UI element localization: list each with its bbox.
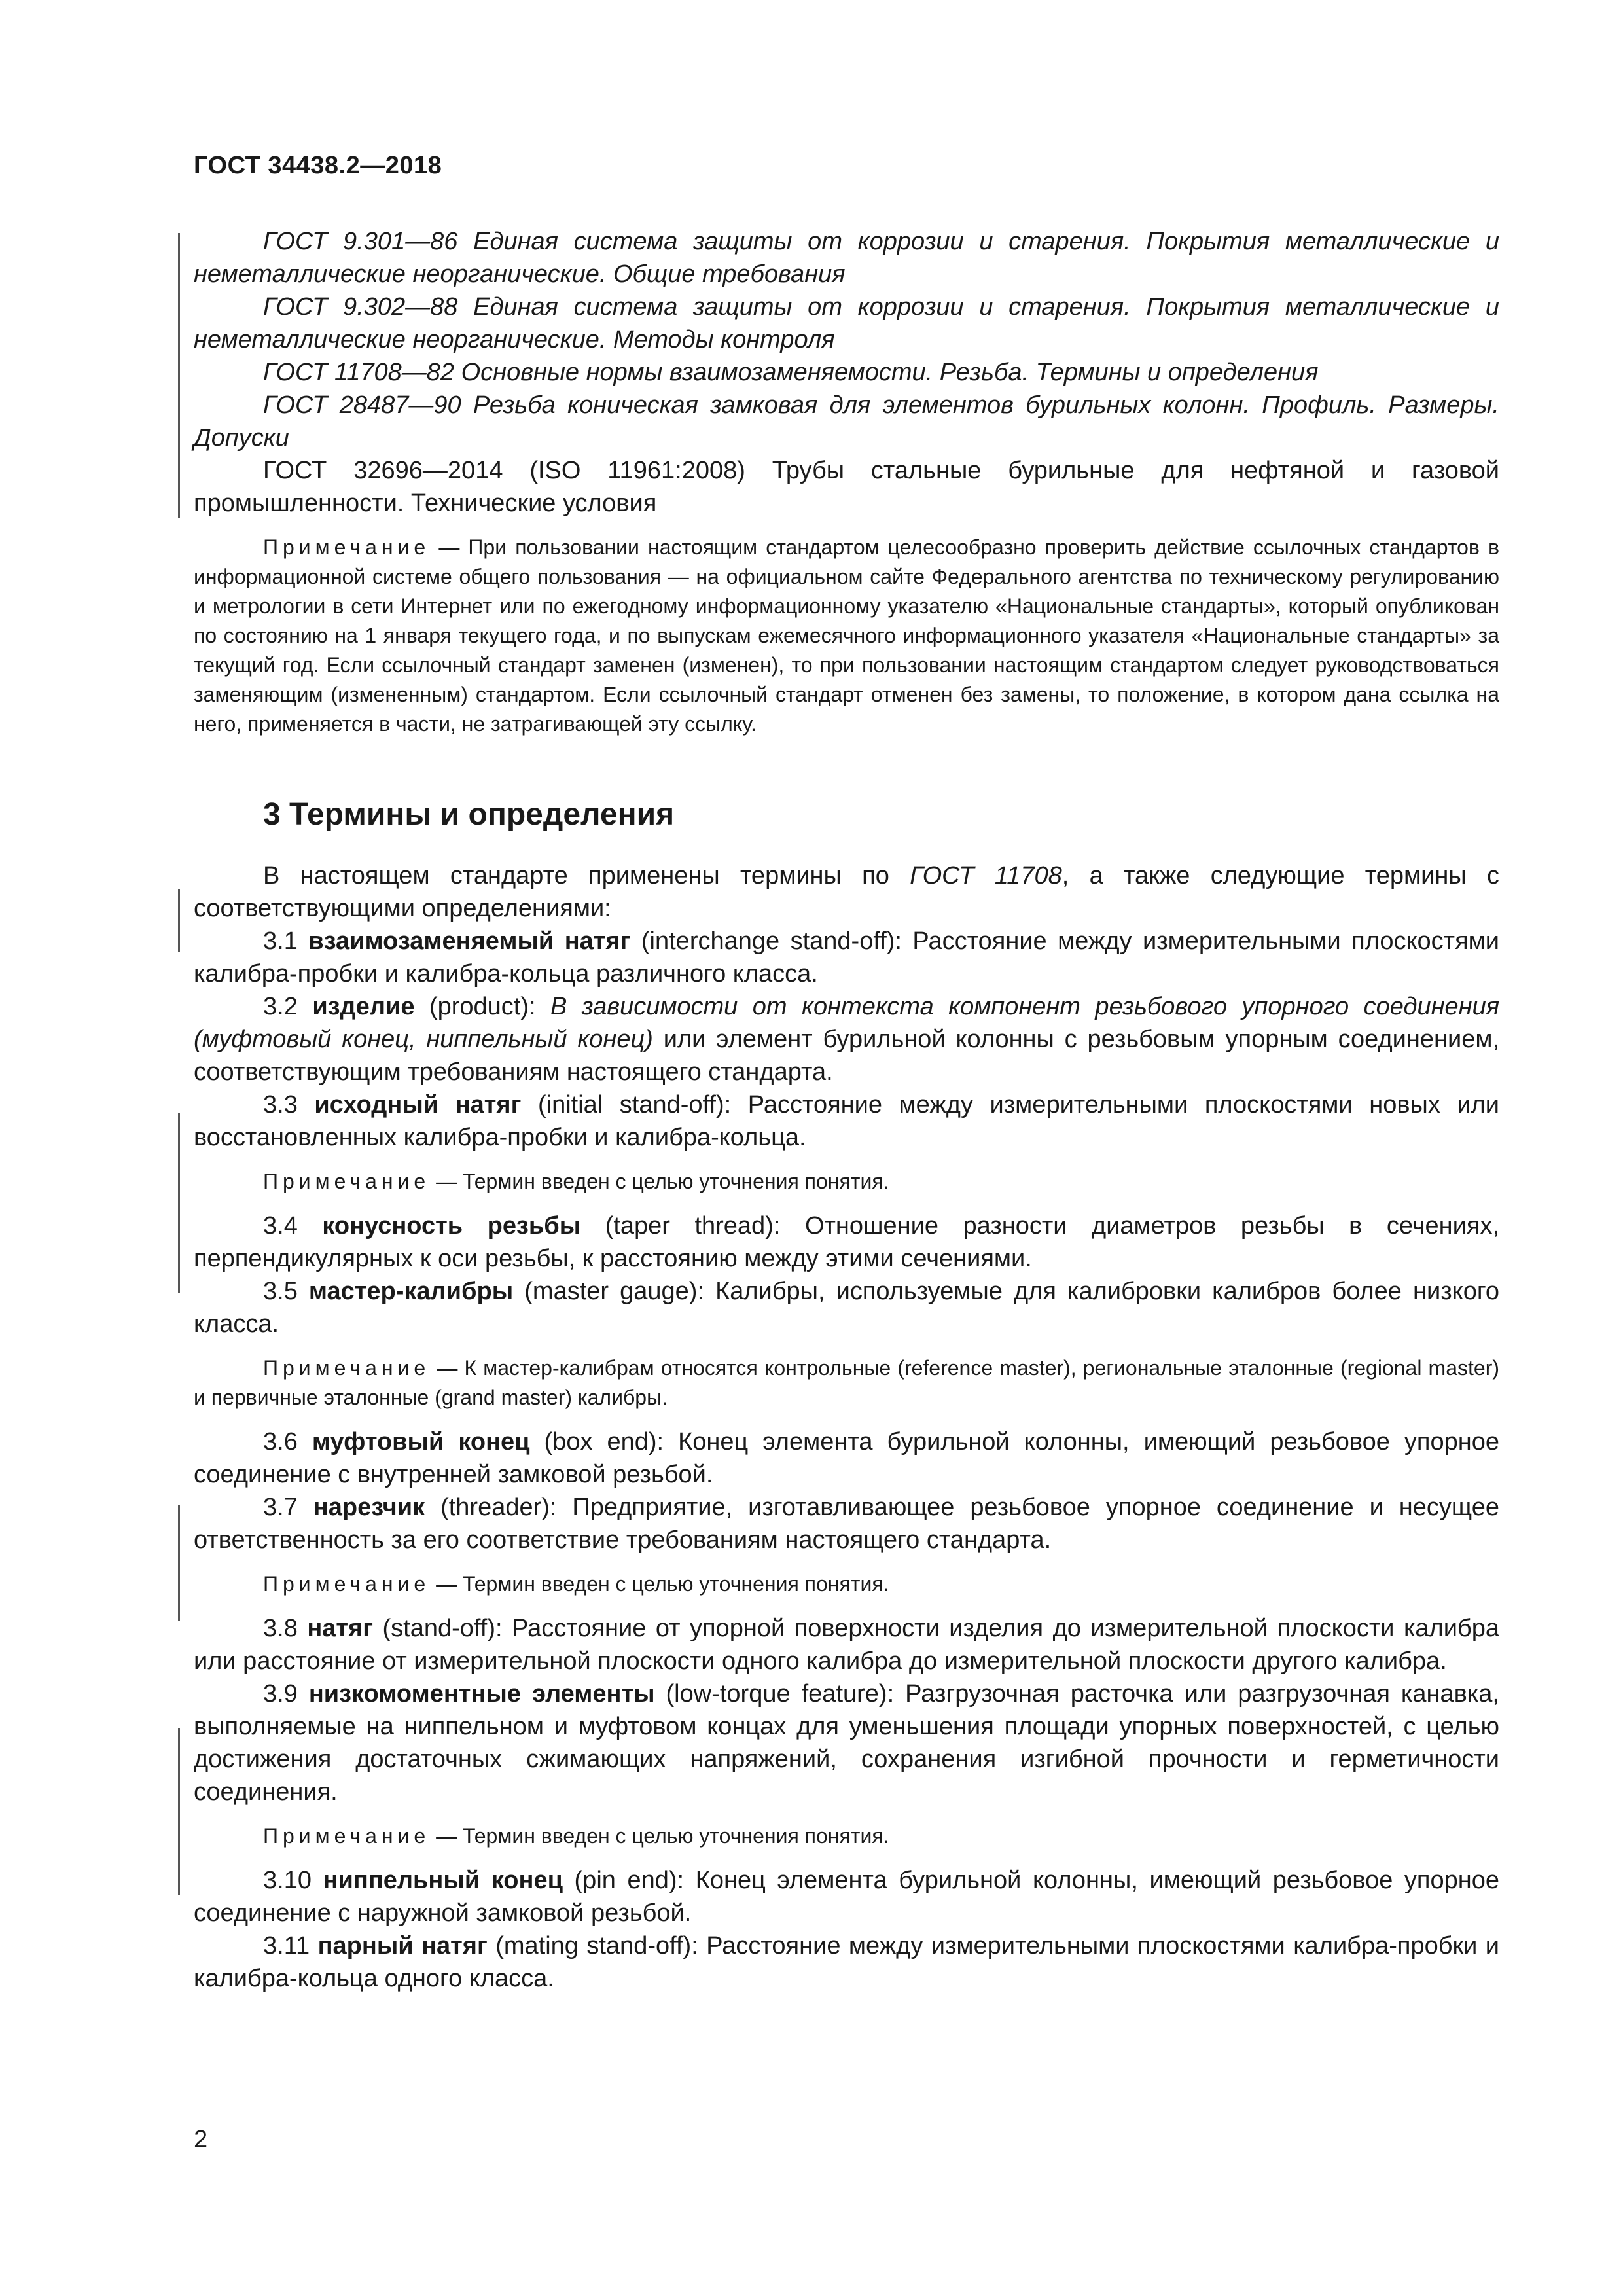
section-heading: 3 Термины и определения	[263, 797, 675, 832]
term-note: Примечание — К мастер-калибрам относятся контрольные (reference master), региональные эталонные (regional master) и первичные эталонные (grand master) калибры.	[194, 1356, 1500, 1409]
term-entry: 3.3 исходный натяг (initial stand-off): Расстояние между измерительными плоскостями новых или восстановленных калибра-пробки и калибра-кольца.	[194, 1091, 1500, 1151]
term-entry: 3.1 взаимозаменяемый натяг (interchange stand-off): Расстояние между измерительными плоскостями калибра-пробки и калибра-кольца различного класса.	[194, 927, 1499, 988]
change-bar	[178, 1728, 180, 1895]
reference-item: ГОСТ 9.302—88 Единая система защиты от коррозии и старения. Покрытия металлические и неметаллические неорганические. Методы контроля	[194, 293, 1499, 353]
reference-item: ГОСТ 11708—82 Основные нормы взаимозаменяемости. Резьба. Термины и определения	[263, 359, 1319, 386]
reference-item: ГОСТ 28487—90 Резьба коническая замковая для элементов бурильных колонн. Профиль. Размеры. Допуски	[194, 391, 1499, 452]
term-entry: 3.2 изделие (product): В зависимости от контекста компонент резьбового упорного соединения (муфтовый конец, ниппельный конец) или элемент бурильной колонны с резьбовым упорным соединением, соответствующим требованиям настоящего стандарта.	[194, 993, 1500, 1086]
reference-item: ГОСТ 32696—2014 (ISO 11961:2008) Трубы стальные бурильные для нефтяной и газовой промышленности. Технические условия	[194, 457, 1499, 517]
document-body	[194, 225, 1499, 1995]
document-header: ГОСТ 34438.2—2018	[194, 152, 442, 179]
term-note: Примечание — Термин введен с целью уточнения понятия.	[263, 1824, 889, 1848]
term-entry: 3.7 нарезчик (threader): Предприятие, изготавливающее резьбовое упорное соединение и несущее ответственность за его соответствие требованиям настоящего стандарта.	[194, 1494, 1499, 1554]
change-bar	[178, 889, 180, 952]
change-bar	[178, 233, 180, 518]
reference-item: ГОСТ 9.301—86 Единая система защиты от коррозии и старения. Покрытия металлические и неметаллические неорганические. Общие требования	[194, 228, 1499, 288]
term-entry: 3.4 конусность резьбы (taper thread): Отношение разности диаметров резьбы в сечениях, перпендикулярных к оси резьбы, к расстоянию между этими сечениями.	[194, 1212, 1500, 1272]
term-entry: 3.9 низкомоментные элементы (low-torque feature): Разгрузочная расточка или разгрузочная канавка, выполняемые на ниппельном и муфтовом концах для уменьшения площади упорных поверхностей, с целью достижения достаточных сжимающих напряжений, сохранения изгибной прочности и герметичности соединения.	[194, 1680, 1499, 1806]
term-entry: 3.11 парный натяг (mating stand-off): Расстояние между измерительными плоскостями калибра-пробки и калибра-кольца одного класса.	[194, 1932, 1499, 1992]
reference-note: Примечание — При пользовании настоящим стандартом целесообразно проверить действие ссылочных стандартов в информационной системе общего пользования — на официальном сайте Федерального агентства по техническому регулированию и метрологии в сети Интернет или по ежегодному информационному указателю «Национальные стандарты», который опубликован по состоянию на 1 января текущего года, и по выпускам ежемесячного информационного указателя «Национальные стандарты» за текущий год. Если ссылочный стандарт заменен (изменен), то при пользовании настоящим стандартом следует руководствоваться заменяющим (измененным) стандартом. Если ссылочный стандарт отменен без замены, то положение, в котором дана ссылка на него, применяется в части, не затрагивающей эту ссылку.	[194, 535, 1500, 736]
term-entry: 3.10 ниппельный конец (pin end): Конец элемента бурильной колонны, имеющий резьбовое упорное соединение с наружной замковой резьбой.	[194, 1867, 1500, 1927]
term-entry: 3.8 натяг (stand-off): Расстояние от упорной поверхности изделия до измерительной плоскости калибра или расстояние от измерительной плоскости одного калибра до измерительной плоскости другого калибра.	[194, 1615, 1499, 1675]
section-intro: В настоящем стандарте применены термины по ГОСТ 11708, а также следующие термины с соответствующими определениями:	[194, 862, 1499, 922]
change-bar	[178, 1505, 180, 1621]
term-entry: 3.6 муфтовый конец (box end): Конец элемента бурильной колонны, имеющий резьбовое упорное соединение с внутренней замковой резьбой.	[194, 1428, 1500, 1488]
term-note: Примечание — Термин введен с целью уточнения понятия.	[263, 1572, 889, 1596]
page-number: 2	[194, 2126, 208, 2153]
change-bar	[178, 1113, 180, 1293]
term-entry: 3.5 мастер-калибры (master gauge): Калибры, используемые для калибровки калибров более низкого класса.	[194, 1278, 1499, 1338]
term-note: Примечание — Термин введен с целью уточнения понятия.	[263, 1170, 889, 1193]
